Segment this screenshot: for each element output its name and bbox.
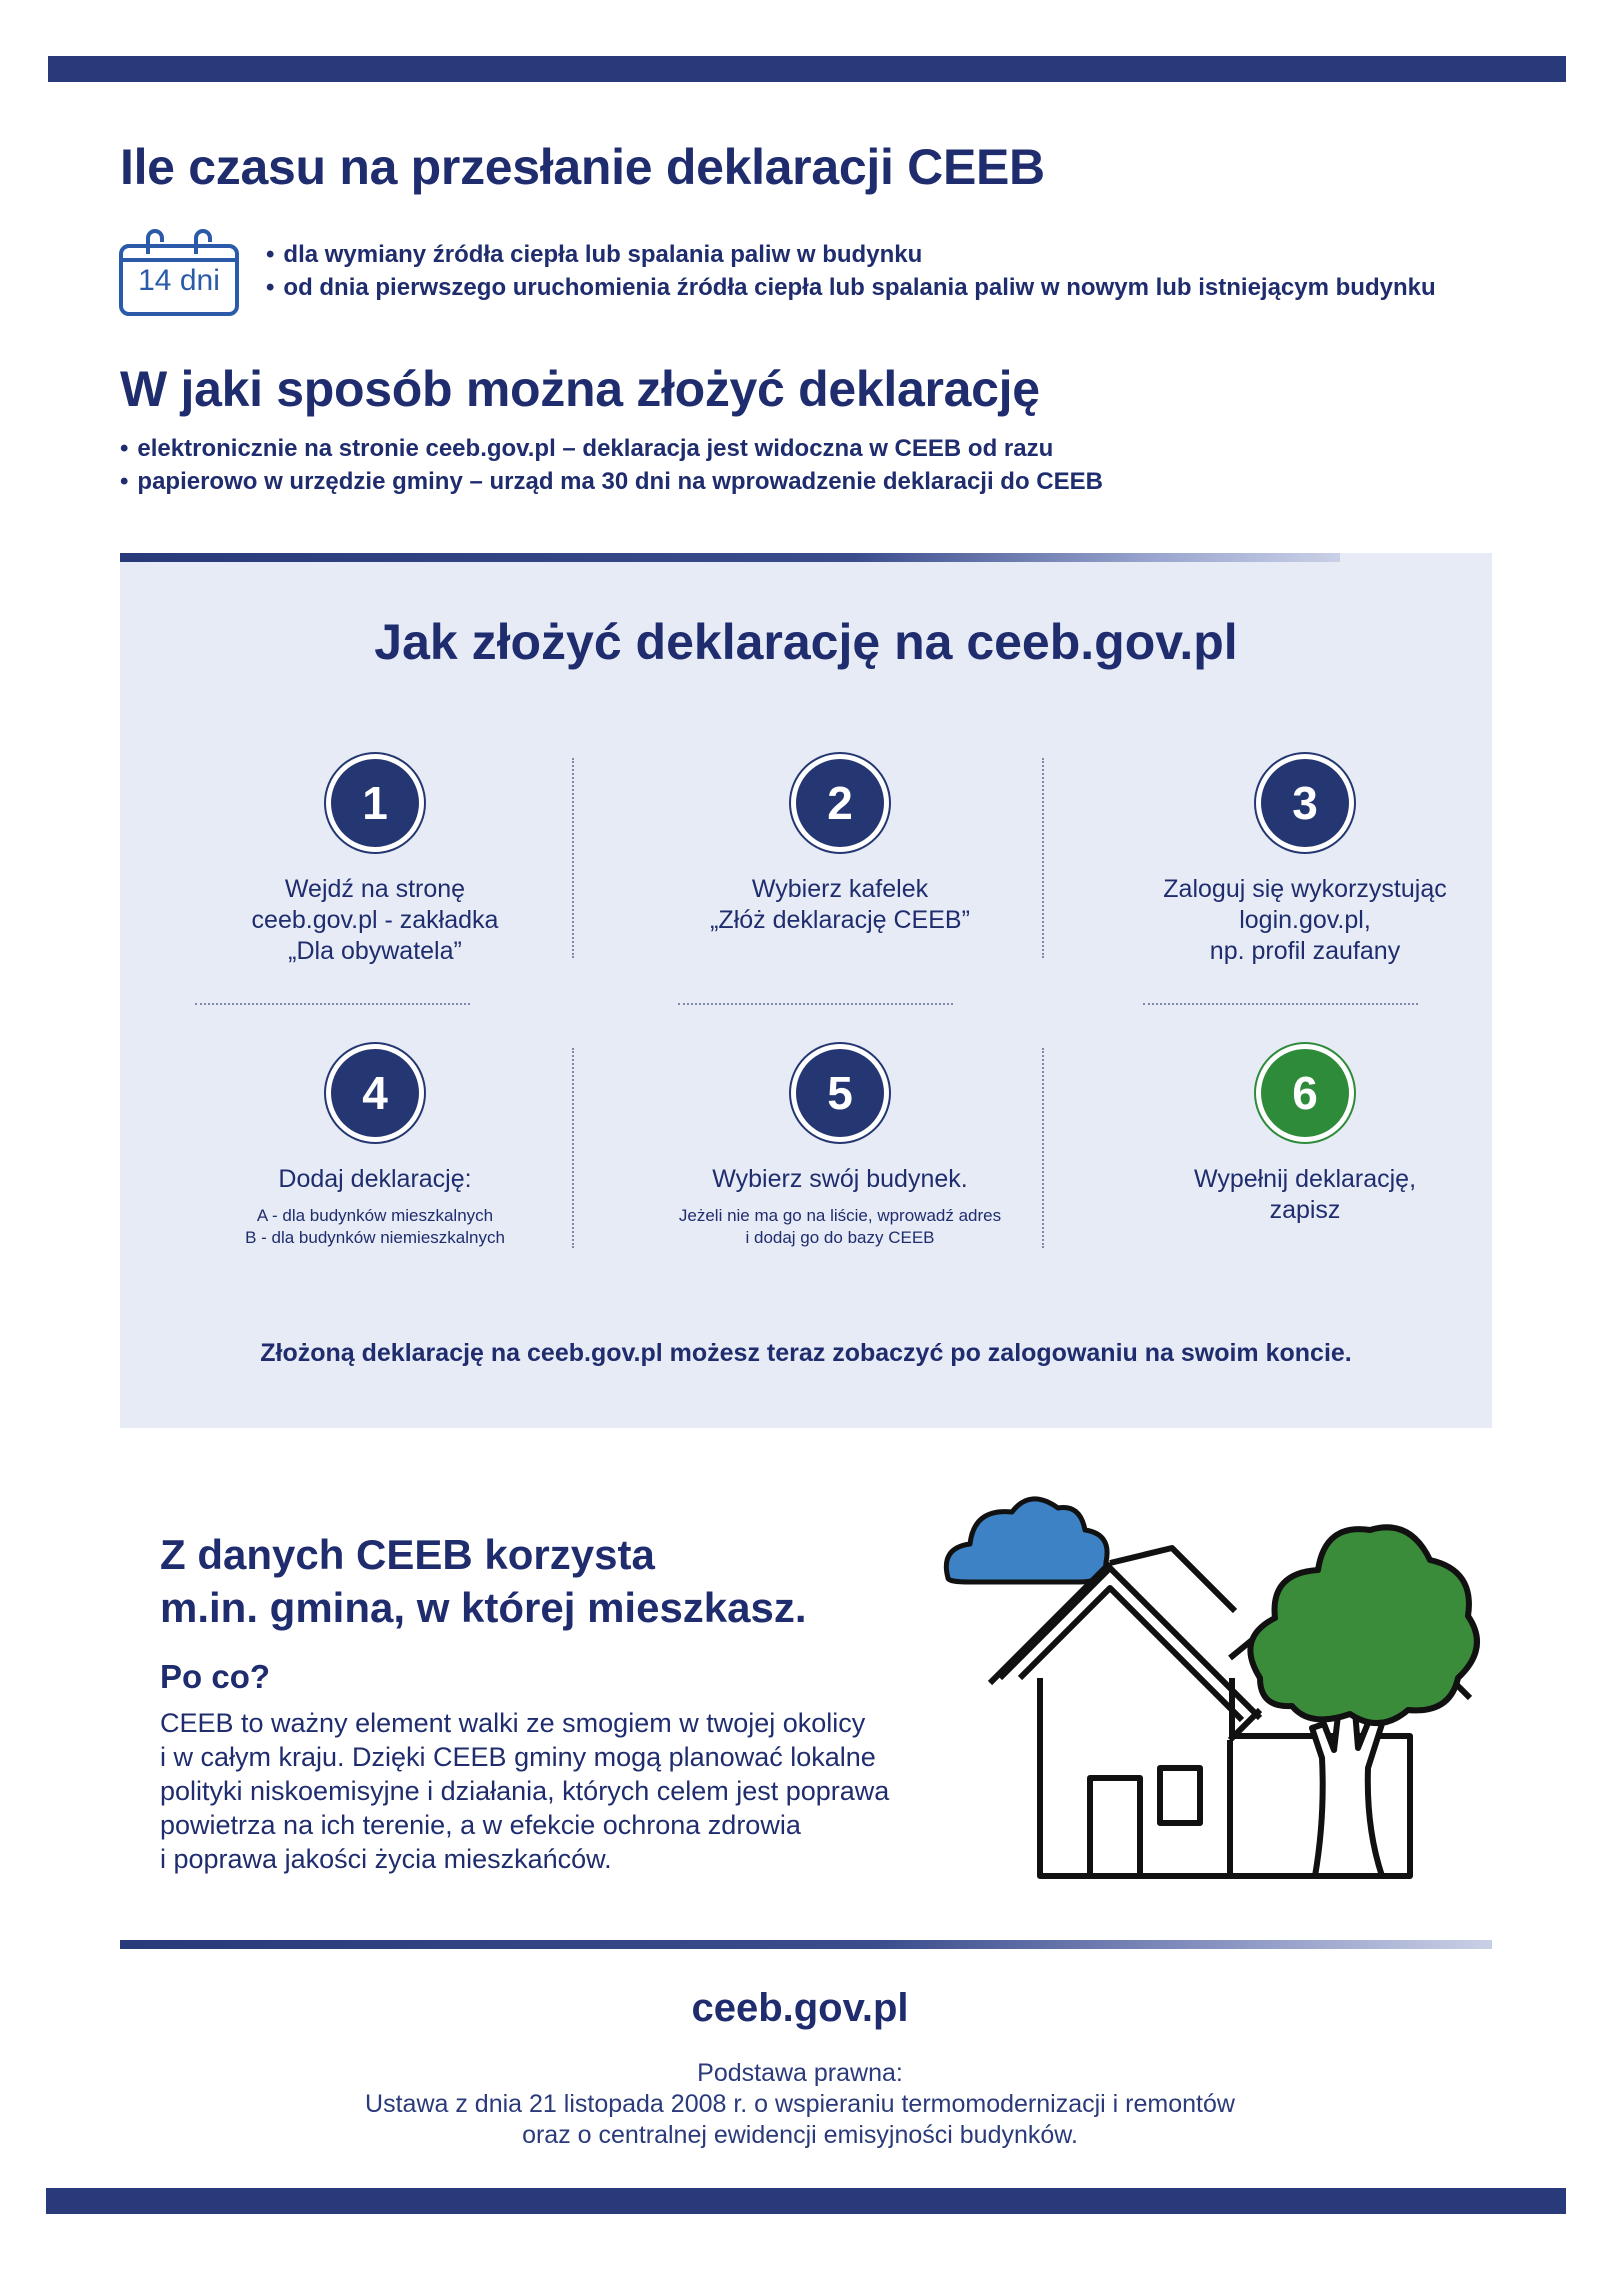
cloud-icon	[946, 1499, 1107, 1582]
panel-top-bar	[120, 553, 1340, 562]
step-text: zapisz	[1269, 1196, 1341, 1224]
paragraph-line: CEEB to ważny element walki ze smogiem w twojej okolicy	[160, 1708, 866, 1738]
method-bullets	[120, 432, 1103, 498]
steps-panel	[120, 553, 1492, 1428]
time-bullet: • od dnia pierwszego uruchomienia źródła ciepła lub spalania paliw w nowym lub istniejącym budynku	[266, 271, 1436, 304]
divider	[1042, 758, 1044, 958]
step-note-line: A - dla budynków mieszkalnych	[256, 1206, 494, 1225]
divider	[572, 758, 574, 958]
tree-icon	[1250, 1527, 1477, 1876]
method-bullet: • elektronicznie na stronie ceeb.gov.pl – deklaracja jest widoczna w CEEB od razu	[120, 432, 1103, 465]
bottom-bar	[46, 2188, 1566, 2214]
legal-line: Podstawa prawna:	[697, 2059, 903, 2087]
step-number: 4	[326, 1044, 424, 1142]
step-text: login.gov.pl,	[1239, 906, 1371, 934]
calendar-label: 14 dni	[138, 264, 220, 297]
step-number: 6	[1256, 1044, 1354, 1142]
step-note-line: i dodaj go do bazy CEEB	[745, 1228, 935, 1247]
time-bullets	[266, 238, 1436, 304]
step-5	[630, 1044, 1050, 1249]
legal-line: Ustawa z dnia 21 listopada 2008 r. o wspieraniu termomodernizacji i remontów	[365, 2090, 1235, 2118]
step-number: 2	[791, 754, 889, 852]
paragraph-line: polityki niskoemisyjne i działania, których celem jest poprawa	[160, 1776, 890, 1806]
paragraph-line: i poprawa jakości życia mieszkańców.	[160, 1844, 612, 1874]
section-title-method: W jaki sposób można złożyć deklarację	[120, 361, 1040, 417]
step-2	[630, 754, 1050, 936]
step-text: „Dla obywatela”	[288, 937, 462, 965]
section-title-usage	[160, 1528, 807, 1634]
panel-note: Złożoną deklarację na ceeb.gov.pl możesz teraz zobaczyć po zalogowaniu na swoim koncie.	[260, 1339, 1352, 1367]
step-note-line: B - dla budynków niemieszkalnych	[245, 1228, 505, 1247]
step-text: Dodaj deklarację:	[278, 1165, 472, 1193]
divider	[572, 1048, 574, 1248]
time-bullet: • dla wymiany źródła ciepła lub spalania paliw w budynku	[266, 238, 1436, 271]
step-note	[165, 1205, 585, 1249]
step-4	[165, 1044, 585, 1249]
section-title-line: m.in. gmina, w której mieszkasz.	[160, 1584, 807, 1631]
house-tree-illustration	[930, 1478, 1490, 1918]
step-text: Wybierz kafelek	[751, 875, 929, 903]
section-title-line: Z danych CEEB korzysta	[160, 1531, 655, 1578]
step-3	[1095, 754, 1515, 967]
panel-title: Jak złożyć deklarację na ceeb.gov.pl	[374, 614, 1238, 670]
step-text: ceeb.gov.pl - zakładka	[251, 906, 499, 934]
step-1	[165, 754, 585, 967]
legal-line: oraz o centralnej ewidencji emisyjności budynków.	[522, 2121, 1078, 2149]
step-text: Wejdź na stronę	[284, 875, 466, 903]
step-text: np. profil zaufany	[1209, 937, 1401, 965]
step-text: Wybierz swój budynek.	[712, 1165, 968, 1193]
step-text: „Złóż deklarację CEEB”	[710, 906, 970, 934]
step-number: 3	[1256, 754, 1354, 852]
top-bar	[48, 56, 1566, 82]
section-title-time: Ile czasu na przesłanie deklaracji CEEB	[120, 139, 1045, 195]
step-6	[1095, 1044, 1515, 1226]
site-link[interactable]: ceeb.gov.pl	[691, 1986, 909, 2030]
step-text: Zaloguj się wykorzystując	[1163, 875, 1447, 903]
paragraph-line: powietrza na ich terenie, a w efekcie ochrona zdrowia	[160, 1810, 801, 1840]
section-subtitle: Po co?	[160, 1658, 271, 1695]
divider	[678, 1003, 953, 1005]
paragraph-line: i w całym kraju. Dzięki CEEB gminy mogą planować lokalne	[160, 1742, 876, 1772]
step-text: Wypełnij deklarację,	[1193, 1165, 1417, 1193]
usage-paragraph	[160, 1706, 980, 1876]
step-note	[630, 1205, 1050, 1249]
legal-basis	[0, 2058, 1600, 2151]
step-note-line: Jeżeli nie ma go na liście, wprowadź adres	[678, 1206, 1002, 1225]
step-number: 1	[326, 754, 424, 852]
step-number: 5	[791, 1044, 889, 1142]
divider	[195, 1003, 470, 1005]
calendar-icon	[118, 228, 240, 318]
footer-separator	[120, 1940, 1492, 1949]
divider	[1143, 1003, 1418, 1005]
divider	[1042, 1048, 1044, 1248]
method-bullet: • papierowo w urzędzie gminy – urząd ma 30 dni na wprowadzenie deklaracji do CEEB	[120, 465, 1103, 498]
